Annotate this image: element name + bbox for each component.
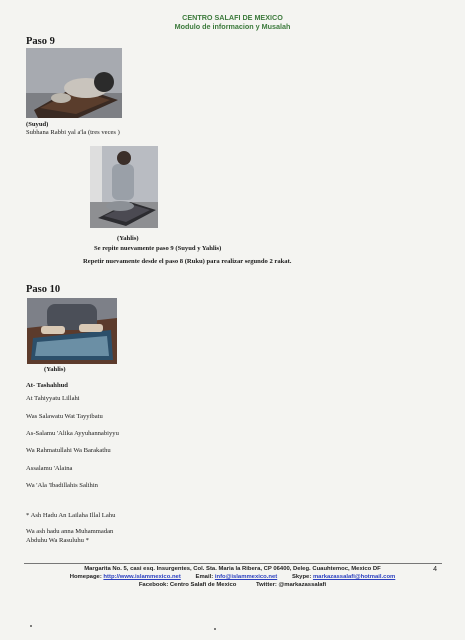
shahada-line-3: Abduhu Wa Rasuluhu *: [26, 537, 89, 544]
homepage-label: Homepage:: [69, 574, 102, 580]
tashahhud-line-6: Wa 'Ala 'Ibadillahis Salihin: [26, 482, 98, 489]
twitter-text: Twitter: @markazassalafi: [256, 582, 327, 588]
step9-title: Paso 9: [26, 36, 55, 47]
yahlis-photo-1: [90, 146, 158, 228]
shahada-line-1: * Ash Hadu An Lailaha Illal Lahu: [26, 512, 116, 519]
tashahhud-line-3: As-Salamu 'Alika Ayyuhannabiyyu: [26, 430, 119, 437]
repeat-line: Se repite nuevamente paso 9 (Suyud y Yahlis): [94, 245, 222, 252]
header-subtitle: Modulo de informacion y Musalah: [174, 22, 291, 31]
skype-link[interactable]: markazassalafi@hotmail.com: [312, 574, 396, 580]
facebook-text: Facebook: Centro Salafi de Mexico: [138, 582, 237, 588]
suyud-text: Subhana Rabbi yal a'la (tres veces ): [26, 129, 120, 136]
tashahhud-line-4: Wa Rahmatullahi Wa Barakathu: [26, 447, 111, 454]
page-header: [0, 13, 465, 31]
repeat-line-2: Repetir nuevamente desde el paso 8 (Ruku) para realizar segundo 2 rakat.: [83, 258, 292, 265]
scan-speck: [214, 628, 216, 630]
yahlis-caption-1: (Yahlis): [117, 235, 139, 242]
yahlis-caption-2: (Yahlis): [44, 366, 66, 373]
suyud-photo: [26, 48, 122, 118]
yahlis-photo-2: [27, 298, 117, 364]
step10-title: Paso 10: [26, 284, 61, 295]
tashahhud-line-2: Was Salawatu Wat Tayyibatu: [26, 413, 103, 420]
header-org: CENTRO SALAFI DE MEXICO: [182, 13, 283, 22]
shahada-line-2: Wa ash hadu anna Muhammadan: [26, 528, 114, 535]
footer-social: [0, 582, 465, 589]
skype-label: Skype:: [291, 574, 312, 580]
tashahhud-title: At- Tashahhud: [26, 382, 68, 389]
tashahhud-line-5: Assalamu 'Alaina: [26, 465, 73, 472]
footer-address: Margarita No. 5, casi esq. Insurgentes, Col. Sta. Maria la Ribera, CP 06400, Deleg. Cuauhtemoc, Mexico DF: [84, 566, 381, 572]
suyud-caption: (Suyud): [26, 121, 49, 128]
footer-divider: [24, 563, 442, 564]
email-link[interactable]: info@islammexico.net: [214, 574, 278, 580]
footer-contacts: [0, 574, 465, 581]
scan-speck: [30, 625, 32, 627]
tashahhud-line-1: At Tahiyyatu Lillahi: [26, 395, 80, 402]
email-label: Email:: [195, 574, 214, 580]
page-number: 4: [433, 566, 437, 573]
homepage-link[interactable]: http://www.islammexico.net: [103, 574, 181, 580]
